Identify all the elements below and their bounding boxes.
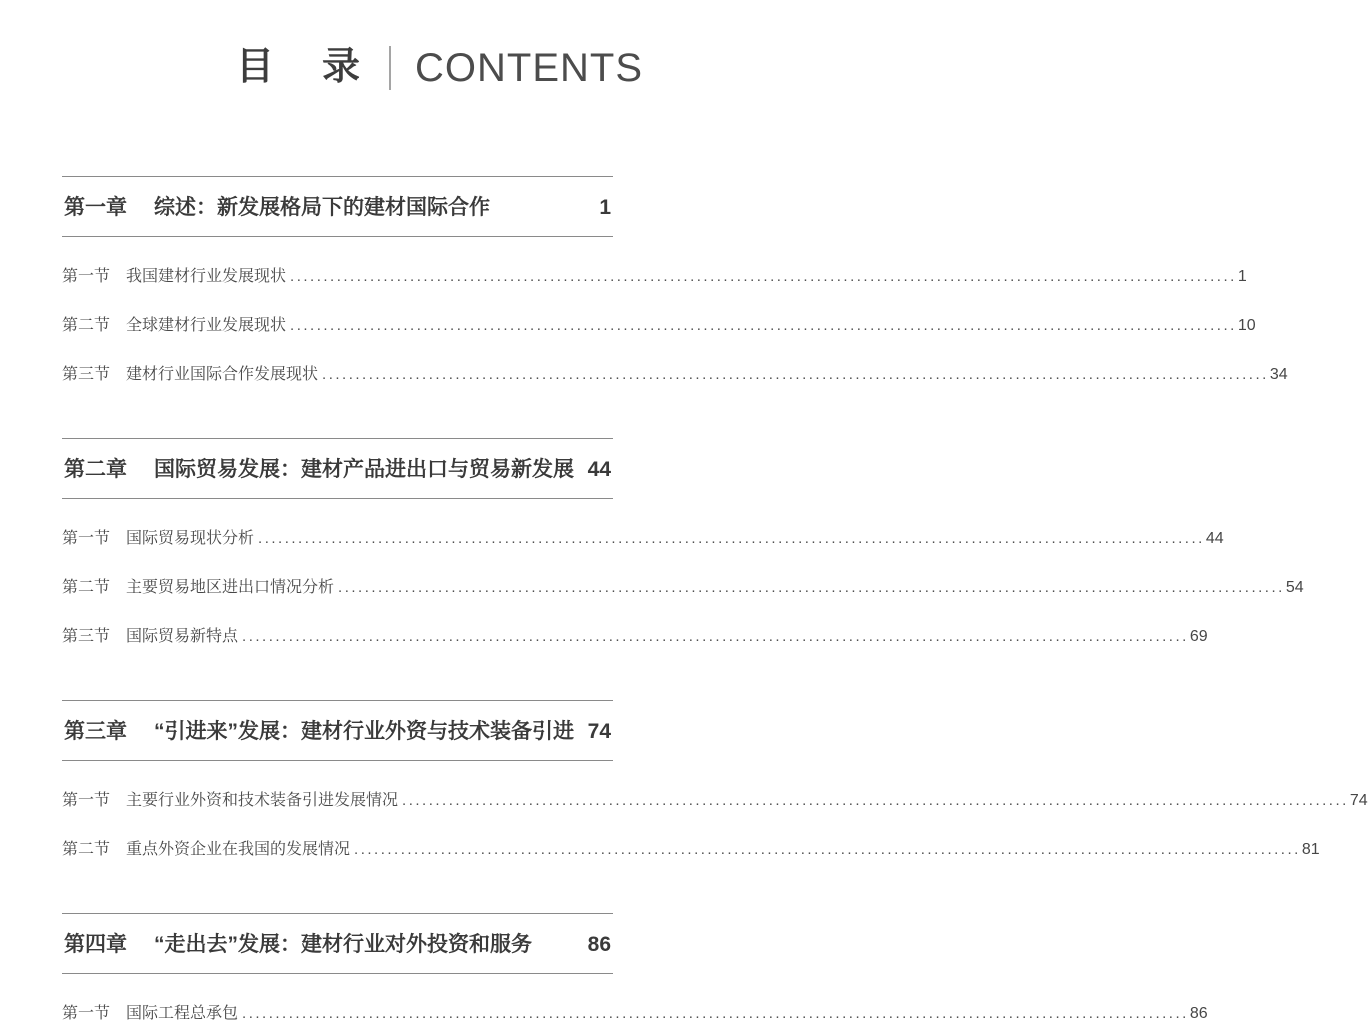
toc-entry bbox=[62, 787, 1368, 810]
title-chinese: 目 录 bbox=[235, 46, 365, 89]
section-label: 第一节 bbox=[62, 268, 111, 285]
section-list bbox=[62, 525, 1304, 646]
section-page-number: 81 bbox=[1301, 841, 1320, 858]
toc-entry bbox=[62, 361, 1288, 384]
page-title bbox=[0, 0, 670, 92]
leader-dots bbox=[290, 268, 1237, 285]
toc-entry bbox=[62, 623, 1208, 646]
toc-entry bbox=[62, 525, 1224, 548]
chapter-heading bbox=[62, 700, 613, 761]
leader-dots bbox=[402, 792, 1349, 809]
chapter-title: 综述：新发展格局下的建材国际合作 bbox=[154, 196, 490, 219]
leader-dots bbox=[258, 530, 1205, 547]
section-label: 第二节 bbox=[62, 579, 111, 596]
chapter-block bbox=[62, 176, 1288, 384]
leader-dots bbox=[242, 1005, 1189, 1022]
chapter-label: 第一章 bbox=[64, 196, 127, 219]
chapter-heading bbox=[62, 438, 613, 499]
chapter-heading bbox=[62, 913, 613, 974]
section-page-number: 54 bbox=[1285, 579, 1304, 596]
section-page-number: 10 bbox=[1237, 317, 1256, 334]
section-title: 我国建材行业发展现状 bbox=[126, 268, 287, 285]
leader-dots bbox=[338, 579, 1285, 596]
chapter-block bbox=[62, 438, 1304, 646]
section-label: 第一节 bbox=[62, 792, 111, 809]
section-list bbox=[62, 787, 1368, 859]
section-label: 第二节 bbox=[62, 317, 111, 334]
toc-entry bbox=[62, 574, 1304, 597]
section-list bbox=[62, 1000, 1208, 1023]
section-title: 国际工程总承包 bbox=[126, 1005, 239, 1022]
chapter-label: 第二章 bbox=[64, 458, 127, 481]
chapter-page-number: 86 bbox=[587, 933, 611, 956]
toc-entry bbox=[62, 836, 1320, 859]
leader-dots bbox=[354, 841, 1301, 858]
section-label: 第一节 bbox=[62, 1005, 111, 1022]
section-page-number: 74 bbox=[1349, 792, 1368, 809]
section-title: 重点外资企业在我国的发展情况 bbox=[126, 841, 351, 858]
section-page-number: 34 bbox=[1269, 366, 1288, 383]
leader-dots bbox=[242, 628, 1189, 645]
leader-dots bbox=[290, 317, 1237, 334]
section-label: 第三节 bbox=[62, 366, 111, 383]
section-page-number: 86 bbox=[1189, 1005, 1208, 1022]
toc-list bbox=[62, 176, 1368, 1023]
section-title: 国际贸易新特点 bbox=[126, 628, 239, 645]
leader-dots bbox=[322, 366, 1269, 383]
title-english: CONTENTS bbox=[415, 46, 643, 90]
chapter-label: 第三章 bbox=[64, 720, 127, 743]
chapter-block bbox=[62, 913, 1208, 1023]
chapter-page-number: 74 bbox=[587, 720, 611, 743]
section-title: 建材行业国际合作发展现状 bbox=[126, 366, 319, 383]
section-title: 国际贸易现状分析 bbox=[126, 530, 255, 547]
chapter-label: 第四章 bbox=[64, 933, 127, 956]
section-label: 第一节 bbox=[62, 530, 111, 547]
section-page-number: 1 bbox=[1237, 268, 1247, 285]
section-title: 主要行业外资和技术装备引进发展情况 bbox=[126, 792, 399, 809]
title-divider bbox=[389, 46, 391, 90]
section-title: 主要贸易地区进出口情况分析 bbox=[126, 579, 335, 596]
chapter-title: “走出去”发展：建材行业对外投资和服务 bbox=[154, 933, 532, 956]
section-page-number: 69 bbox=[1189, 628, 1208, 645]
chapter-heading bbox=[62, 176, 613, 237]
toc-entry bbox=[62, 263, 1247, 286]
chapter-page-number: 44 bbox=[587, 458, 611, 481]
section-list bbox=[62, 263, 1288, 384]
chapter-title: “引进来”发展：建材行业外资与技术装备引进 bbox=[154, 720, 574, 743]
toc-entry bbox=[62, 312, 1256, 335]
chapter-page-number: 1 bbox=[599, 196, 611, 219]
section-page-number: 44 bbox=[1205, 530, 1224, 547]
section-label: 第三节 bbox=[62, 628, 111, 645]
section-label: 第二节 bbox=[62, 841, 111, 858]
toc-entry bbox=[62, 1000, 1208, 1023]
chapter-title: 国际贸易发展：建材产品进出口与贸易新发展 bbox=[154, 458, 574, 481]
chapter-block bbox=[62, 700, 1368, 859]
section-title: 全球建材行业发展现状 bbox=[126, 317, 287, 334]
